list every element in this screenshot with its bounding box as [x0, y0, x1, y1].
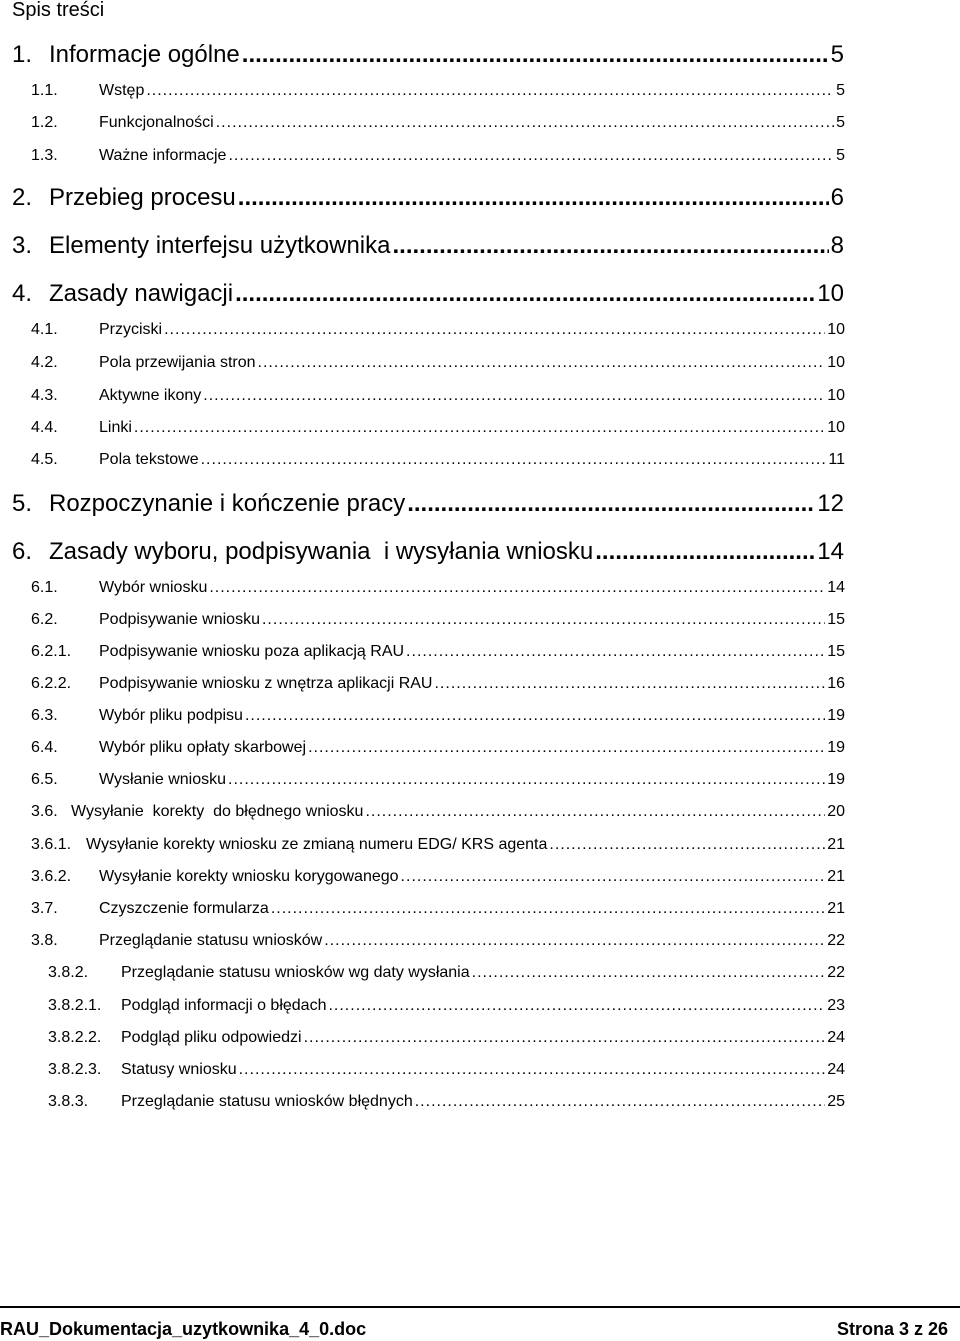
toc-entry-3-8-2-1[interactable] [48, 996, 845, 1016]
toc-entry-3-8[interactable] [31, 931, 845, 951]
toc-entry-4-3[interactable] [31, 386, 845, 406]
toc-entry-title: Przeglądanie statusu wniosków [99, 932, 323, 949]
toc-entry-number: 3.7. [31, 900, 58, 917]
toc-entry-title: Przebieg procesu [49, 184, 236, 211]
toc-entry-title: Wybór pliku podpisu [99, 707, 243, 724]
toc-entry-number: 3.8. [31, 932, 58, 949]
toc-entry-number: 2. [12, 184, 33, 211]
toc-entry-3-8-2-2[interactable] [48, 1028, 845, 1048]
toc-entry-number: 1.2. [31, 114, 58, 131]
toc-entry-6-4[interactable] [31, 738, 845, 758]
toc-leader-dots [228, 146, 834, 166]
toc-leader-dots [304, 1028, 826, 1048]
toc-entry-number: 4.1. [31, 321, 58, 338]
toc-entry-title: Statusy wniosku [121, 1061, 237, 1078]
toc-entry-title: Elementy interfejsu użytkownika [49, 232, 391, 259]
toc-leader-dots [472, 963, 826, 983]
toc-leader-dots [328, 996, 825, 1016]
toc-entry-page: 22 [827, 932, 845, 949]
toc-entry-page: 22 [827, 964, 845, 981]
toc-entry-number: 3.6.1. [31, 836, 72, 853]
toc-entry-page: 12 [817, 490, 844, 517]
toc-entry-page: 15 [827, 611, 845, 628]
toc-entry-page: 24 [827, 1061, 845, 1078]
toc-leader-dots [146, 81, 834, 101]
toc-entry-number: 6.3. [31, 707, 58, 724]
toc-leader-dots [415, 1092, 825, 1112]
toc-entry-number: 4.2. [31, 354, 58, 371]
toc-entry-1-3[interactable] [31, 146, 845, 166]
toc-leader-dots [401, 867, 826, 887]
toc-entry-number: 6.2.1. [31, 643, 72, 660]
toc-entry-page: 15 [827, 643, 845, 660]
toc-entry-number: 5. [12, 490, 33, 517]
toc-entry-page: 5 [836, 82, 845, 99]
toc-leader-dots [242, 41, 829, 69]
toc-entry-title: Zasady nawigacji [49, 280, 234, 307]
toc-entry-page: 25 [827, 1093, 845, 1110]
toc-entry-title: Podgląd pliku odpowiedzi [121, 1029, 302, 1046]
footer-document-name: RAU_Dokumentacja_uzytkownika_4_0.doc [0, 1319, 367, 1339]
toc-leader-dots [262, 610, 825, 630]
toc-entry-3[interactable] [12, 232, 844, 260]
toc-entry-3-7[interactable] [31, 899, 845, 919]
toc-entry-page: 5 [836, 147, 845, 164]
toc-entry-page: 10 [827, 387, 845, 404]
toc-entry-number: 6.5. [31, 771, 58, 788]
toc-entry-number: 3.8.2.1. [48, 997, 102, 1014]
toc-entry-page: 10 [817, 280, 844, 307]
toc-entry-6-2[interactable] [31, 610, 845, 630]
toc-entry-6-2-2[interactable] [31, 674, 845, 694]
toc-entry-3-8-3[interactable] [48, 1092, 845, 1112]
toc-leader-dots [392, 232, 828, 260]
toc-entry-page: 19 [827, 739, 845, 756]
toc-entry-title: Zasady wyboru, podpisywania i wysyłania wniosku [49, 538, 594, 565]
toc-entry-6-5[interactable] [31, 770, 845, 790]
toc-entry-4[interactable] [12, 280, 844, 308]
toc-entry-page: 14 [827, 579, 845, 596]
toc-leader-dots [216, 113, 834, 133]
toc-entry-title: Podgląd informacji o błędach [121, 997, 327, 1014]
toc-entry-page: 21 [827, 836, 845, 853]
toc-entry-6-1[interactable] [31, 578, 845, 598]
toc-entry-page: 24 [827, 1029, 845, 1046]
toc-entry-6-3[interactable] [31, 706, 845, 726]
toc-entry-number: 4. [12, 280, 33, 307]
toc-entry-number: 6. [12, 538, 33, 565]
toc-entry-number: 6.4. [31, 739, 58, 756]
toc-entry-number: 4.5. [31, 451, 58, 468]
toc-entry-page: 19 [827, 771, 845, 788]
toc-entry-number: 3.8.2.3. [48, 1061, 102, 1078]
toc-entry-title: Wysyłanie korekty wniosku ze zmianą numeru EDG/ KRS agenta [86, 836, 548, 853]
toc-entry-3-8-2-3[interactable] [48, 1060, 845, 1080]
toc-entry-page: 10 [827, 354, 845, 371]
toc-entry-number: 1.1. [31, 82, 58, 99]
toc-entry-number: 3. [12, 232, 33, 259]
toc-entry-6[interactable] [12, 538, 844, 566]
toc-entry-number: 1.3. [31, 147, 58, 164]
toc-entry-4-5[interactable] [31, 450, 845, 470]
toc-entry-title: Czyszczenie formularza [99, 900, 269, 917]
toc-entry-page: 10 [827, 321, 845, 338]
toc-leader-dots [134, 418, 825, 438]
toc-leader-dots [235, 280, 815, 308]
toc-entry-page: 21 [827, 868, 845, 885]
toc-entry-2[interactable] [12, 184, 844, 212]
toc-entry-page: 11 [828, 451, 845, 468]
toc-entry-title: Pola przewijania stron [99, 354, 256, 371]
toc-entry-4-1[interactable] [31, 320, 845, 340]
toc-entry-title: Rozpoczynanie i kończenie pracy [49, 490, 406, 517]
toc-entry-title: Informacje ogólne [49, 41, 240, 68]
toc-entry-title: Przeglądanie statusu wniosków błędnych [121, 1093, 413, 1110]
toc-leader-dots [595, 538, 815, 566]
toc-entry-page: 19 [827, 707, 845, 724]
toc-entry-1-1[interactable] [31, 81, 845, 101]
footer-page-number: Strona 3 z 26 [836, 1319, 948, 1339]
toc-entry-title: Linki [99, 419, 132, 436]
toc-entry-1[interactable] [12, 41, 844, 69]
toc-entry-3-6-1[interactable] [31, 835, 845, 855]
toc-entry-number: 3.8.3. [48, 1093, 89, 1110]
toc-entry-number: 1. [12, 41, 33, 68]
toc-entry-number: 6.2. [31, 611, 58, 628]
toc-leader-dots [258, 353, 826, 373]
toc-entry-1-2[interactable] [31, 113, 845, 133]
toc-leader-dots [324, 931, 825, 951]
toc-entry-number: 6.2.2. [31, 675, 72, 692]
toc-entry-page: 16 [827, 675, 845, 692]
toc-entry-title: Funkcjonalności [99, 114, 214, 131]
toc-entry-title: Przyciski [99, 321, 163, 338]
toc-entry-4-2[interactable] [31, 353, 845, 373]
toc-leader-dots [228, 770, 825, 790]
toc-entry-title: Przeglądanie statusu wniosków wg daty wysłania [121, 964, 470, 981]
toc-title: Spis treści [12, 0, 105, 21]
toc-leader-dots [365, 802, 825, 822]
toc-entry-6-2-1[interactable] [31, 642, 845, 662]
toc-leader-dots [239, 1060, 826, 1080]
toc-leader-dots [203, 386, 825, 406]
toc-entry-title: Wybór pliku opłaty skarbowej [99, 739, 307, 756]
toc-entry-title: Wysłanie wniosku [99, 771, 227, 788]
toc-entry-number: 3.6.2. [31, 868, 72, 885]
toc-leader-dots [209, 578, 825, 598]
toc-entry-3-8-2[interactable] [48, 963, 845, 983]
toc-entry-number: 3.6. [31, 803, 58, 820]
toc-entry-4-4[interactable] [31, 418, 845, 438]
toc-entry-number: 3.8.2. [48, 964, 89, 981]
toc-leader-dots [245, 706, 825, 726]
toc-leader-dots [164, 320, 825, 340]
toc-entry-title: Wysyłanie korekty wniosku korygowanego [99, 868, 399, 885]
toc-entry-title: Aktywne ikony [99, 387, 202, 404]
toc-entry-3-6-2[interactable] [31, 867, 845, 887]
toc-leader-dots [434, 674, 825, 694]
toc-entry-page: 14 [817, 538, 844, 565]
footer-divider [0, 1306, 960, 1308]
toc-leader-dots [549, 835, 825, 855]
toc-leader-dots [271, 899, 825, 919]
toc-entry-page: 10 [827, 419, 845, 436]
toc-entry-title: Wstęp [99, 82, 145, 99]
toc-entry-page: 23 [827, 997, 845, 1014]
toc-entry-title: Pola tekstowe [99, 451, 199, 468]
toc-entry-number: 4.4. [31, 419, 58, 436]
toc-entry-title: Podpisywanie wniosku z wnętrza aplikacji RAU [99, 675, 433, 692]
toc-entry-number: 6.1. [31, 579, 58, 596]
toc-entry-number: 4.3. [31, 387, 58, 404]
toc-entry-title: Wysyłanie korekty do błędnego wniosku [71, 803, 364, 820]
toc-entry-number: 3.8.2.2. [48, 1029, 102, 1046]
toc-leader-dots [308, 738, 825, 758]
toc-leader-dots [407, 490, 815, 518]
toc-entry-page: 8 [830, 232, 844, 259]
toc-leader-dots [201, 450, 827, 470]
toc-entry-page: 20 [827, 803, 845, 820]
toc-entry-page: 5 [836, 114, 845, 131]
toc-entry-title: Ważne informacje [99, 147, 227, 164]
toc-entry-title: Podpisywanie wniosku poza aplikacją RAU [99, 643, 405, 660]
toc-entry-page: 21 [827, 900, 845, 917]
toc-entry-title: Podpisywanie wniosku [99, 611, 260, 628]
toc-entry-page: 6 [830, 184, 844, 211]
toc-entry-title: Wybór wniosku [99, 579, 208, 596]
toc-leader-dots [406, 642, 825, 662]
toc-entry-page: 5 [830, 41, 844, 68]
toc-leader-dots [238, 184, 829, 212]
toc-entry-3-6[interactable] [31, 802, 845, 822]
toc-entry-5[interactable] [12, 490, 844, 518]
